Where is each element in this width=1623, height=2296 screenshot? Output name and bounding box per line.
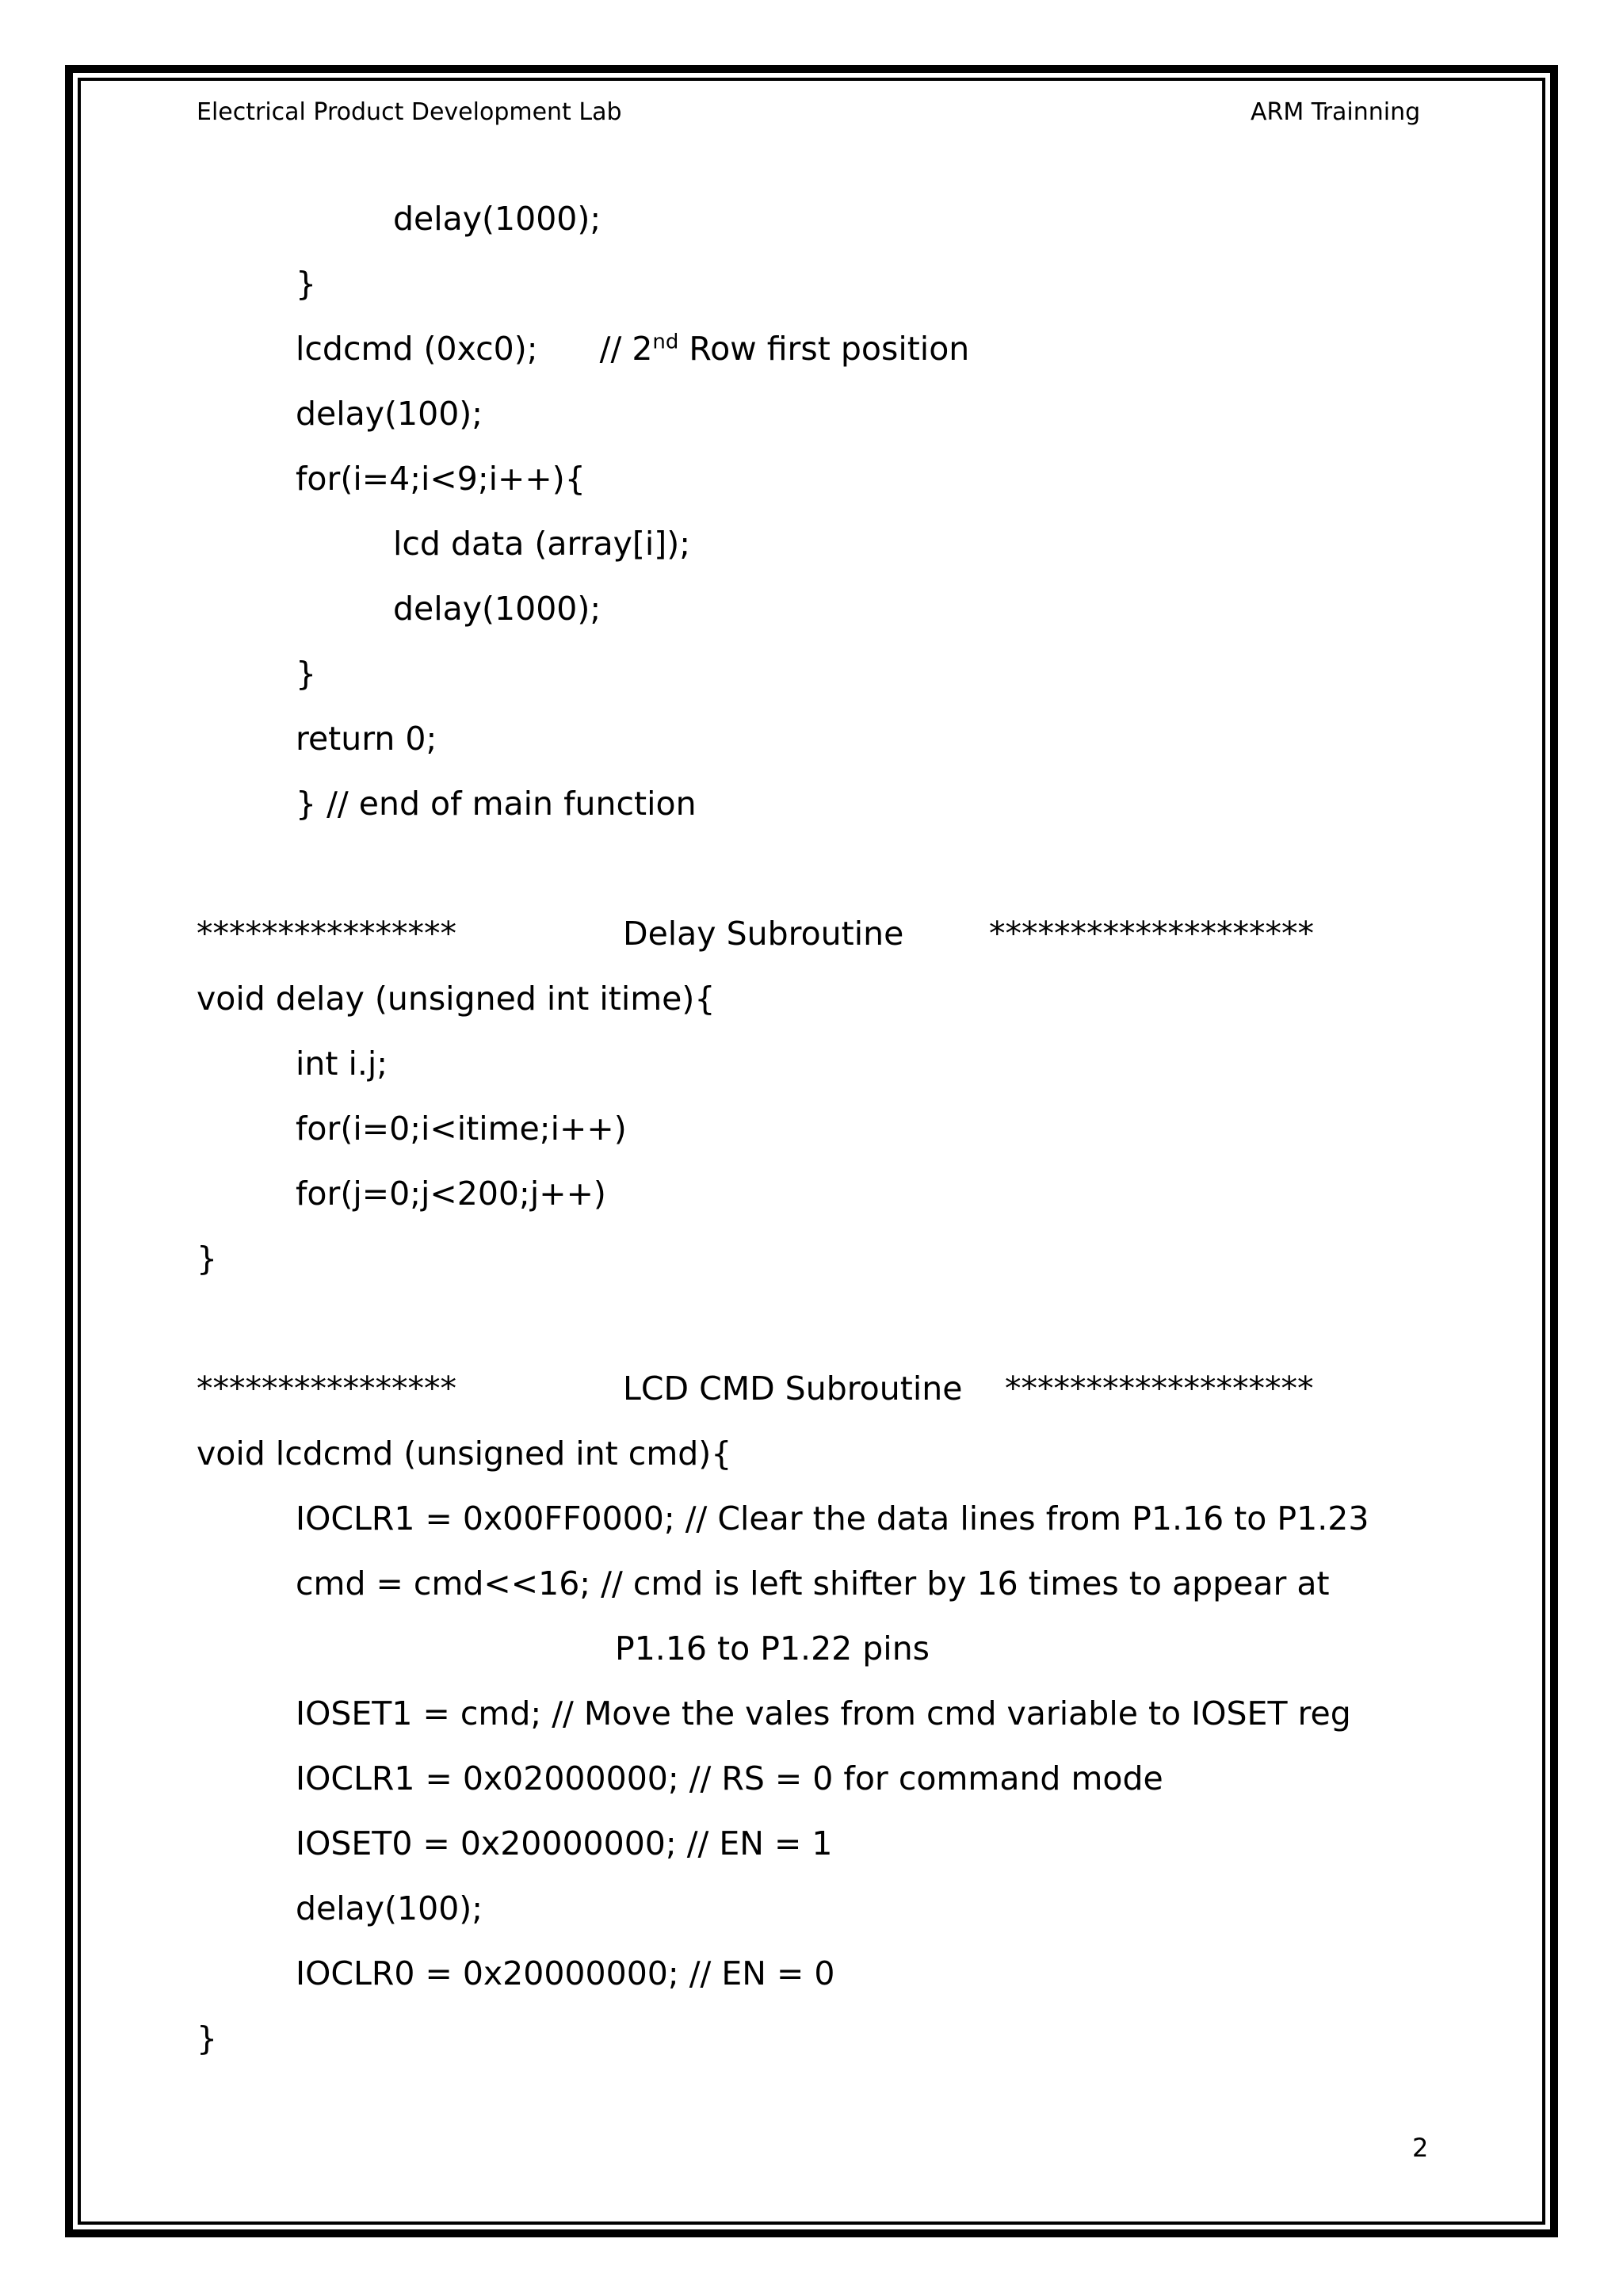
code-comment-rest: Row first position: [678, 330, 970, 368]
code-line: delay(100);: [296, 395, 483, 433]
code-comment: // 2: [599, 330, 653, 368]
code-line: delay(1000);: [393, 590, 601, 628]
code-line: IOSET1 = cmd; // Move the vales from cmd variable to IOSET reg: [296, 1694, 1351, 1733]
code-statement: lcdcmd (0xc0);: [296, 330, 538, 368]
superscript: nd: [652, 330, 679, 354]
code-line: for(j=0;j<200;j++): [296, 1175, 606, 1213]
section-divider-stars-right: ********************: [989, 915, 1314, 953]
code-line: P1.16 to P1.22 pins: [615, 1629, 930, 1668]
code-line: for(i=4;i<9;i++){: [296, 460, 586, 498]
code-line: IOCLR0 = 0x20000000; // EN = 0: [296, 1954, 835, 1992]
code-line: int i.j;: [296, 1045, 388, 1083]
code-line: void lcdcmd (unsigned int cmd){: [197, 1435, 732, 1473]
section-divider-stars-left: ****************: [197, 915, 456, 953]
header-right-title: ARM Trainning: [1251, 98, 1421, 126]
section-divider-stars-right: *******************: [1005, 1370, 1314, 1408]
section-divider-stars-left: ****************: [197, 1370, 456, 1408]
code-line: void delay (unsigned int itime){: [197, 980, 716, 1018]
code-line: } // end of main function: [296, 785, 697, 823]
code-line: [296, 330, 970, 368]
code-line: }: [197, 2019, 218, 2057]
code-line: delay(100);: [296, 1889, 483, 1927]
code-line: delay(1000);: [393, 200, 601, 238]
code-line: IOCLR1 = 0x02000000; // RS = 0 for command mode: [296, 1759, 1163, 1797]
code-line: IOCLR1 = 0x00FF0000; // Clear the data lines from P1.16 to P1.23: [296, 1499, 1369, 1538]
page-number: 2: [1412, 2133, 1429, 2163]
code-line: }: [296, 265, 317, 303]
code-line: cmd = cmd<<16; // cmd is left shifter by 16 times to appear at: [296, 1564, 1330, 1603]
code-line: }: [197, 1240, 218, 1278]
header-left-title: Electrical Product Development Lab: [197, 98, 622, 126]
code-line: IOSET0 = 0x20000000; // EN = 1: [296, 1824, 833, 1862]
code-line: }: [296, 655, 317, 693]
section-heading: Delay Subroutine: [623, 915, 904, 953]
code-line: return 0;: [296, 720, 437, 758]
code-line: for(i=0;i<itime;i++): [296, 1110, 627, 1148]
section-heading: LCD CMD Subroutine: [623, 1370, 963, 1408]
code-line: lcd data (array[i]);: [393, 525, 691, 563]
